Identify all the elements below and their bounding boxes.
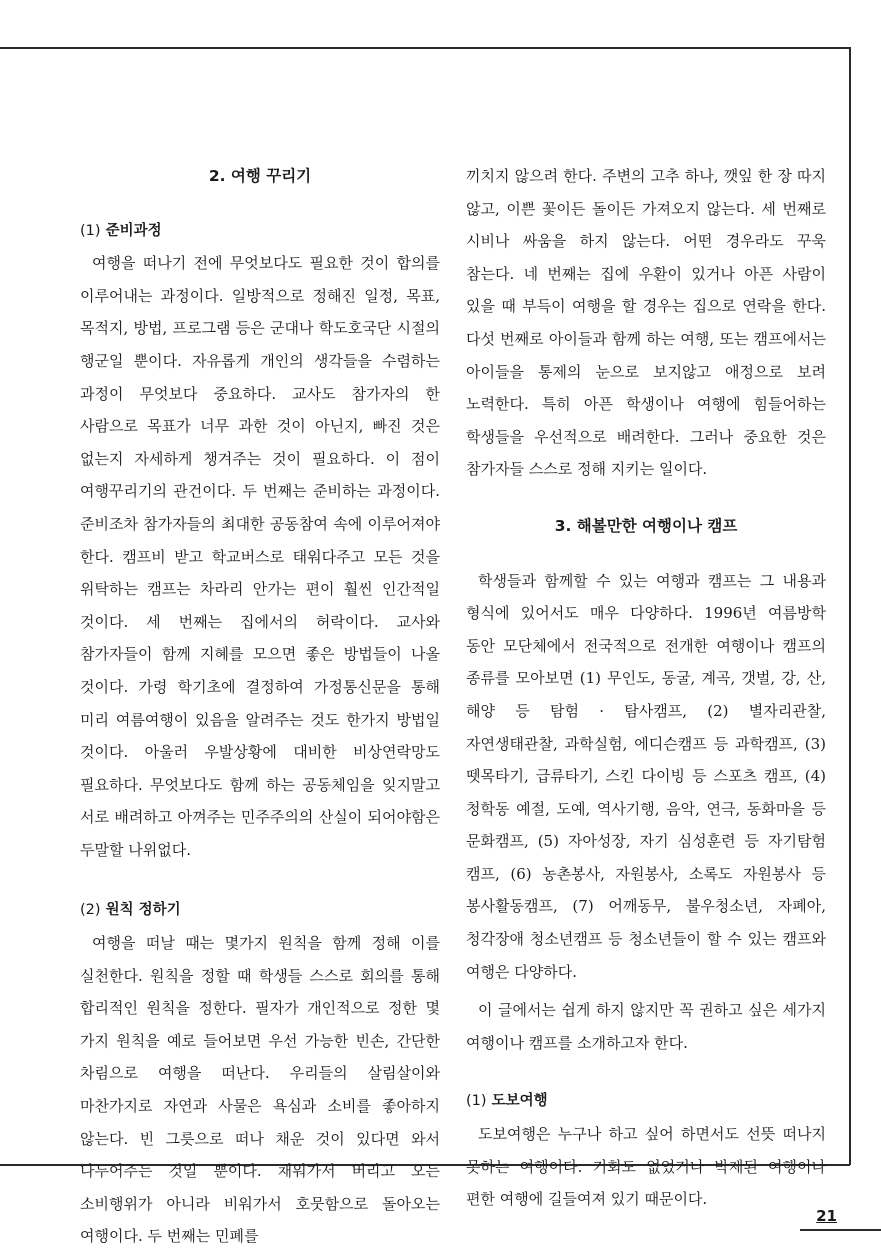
paragraph-walking-trip: 도보여행은 누구나 하고 싶어 하면서도 선뜻 떠나지 못하는 여행이다. 기회도 없었거나 박제된 여행이나 편한 여행에 길들여져 있기 때문이다. [466,1125,826,1209]
subheading-walking-trip [466,1085,826,1118]
paragraph-preparation: 여행을 떠나기 전에 무엇보다도 필요한 것이 합의를 이루어내는 과정이다. 일방적으로 정해진 일정, 목표, 목적지, 방법, 프로그램 등은 군대나 학도호국단 시절의 행군일 뿐이다. 자유롭게 개인의 생각들을 수렴하는 과정이 무엇보다 중요하다. 교사도 참가자의 한 사람으로 목표가 너무 과한 것이 아닌지, 빠진 것은 없는지 자세하게 챙겨주는 것이 필요하다. 이 점이 여행꾸리기의 관건이다. 두 번째는 준비하는 과정이다. 준비조차 참가자들의 최대한 공동참여 속에 이루어져야 한다. 캠프비 받고 학교버스로 태워다주고 모든 것을 위탁하는 캠프는 차라리 안가는 편이 훨씬 인간적일 것이다. 세 번째는 집에서의 허락이다. 교사와 참가자들이 함께 지혜를 모으면 좋은 방법들이 나올 것이다. 가령 학기초에 결정하여 가정통신문을 통해 미리 여름여행이 있음을 알려주는 것도 한가지 방법일 것이다. 아울러 우발상황에 대비한 비상연락망도 필요하다. 무엇보다도 함께 하는 공동체임을 잊지말고 서로 배려하고 아껴주는 민주주의의 산실이 되어야함은 두말할 나위없다. [80,254,440,859]
footer-rule [800,1229,881,1231]
left-column [80,150,440,1253]
section-title-3: 3. 해볼만한 여행이나 캠프 [554,516,738,535]
right-column [466,150,826,1216]
paragraph-continued: 끼치지 않으려 한다. 주변의 고추 하나, 깻잎 한 장 따지 않고, 이쁜 꽃이든 돌이든 가져오지 않는다. 세 번째로 시비나 싸움을 하지 않는다. 어떤 경우라도 꾸욱 참는다. 네 번째는 집에 우환이 있거나 아픈 사람이 있을 때 부득이 여행을 할 경우는 집으로 연락을 한다. 다섯 번째로 아이들과 함께 하는 여행, 또는 캠프에서는 아이들을 통제의 눈으로 보지않고 애정으로 보려 노력한다. 특히 아픈 학생이나 여행에 힘들어하는 학생들을 우선적으로 배려한다. 그러나 중요한 것은 참가자들 스스로 정해 지키는 일이다. [466,167,826,479]
subheading-number: (1) [466,1093,487,1110]
subheading-text: 도보여행 [491,1093,548,1110]
subheading-preparation [80,215,440,248]
section-title-2: 2. 여행 꾸리기 [208,167,312,185]
top-rule [0,47,850,49]
right-frame-rule [849,47,851,1165]
subheading-text: 원칙 정하기 [105,902,181,919]
paragraph-intro: 이 글에서는 쉽게 하지 않지만 꼭 권하고 싶은 세가지 여행이나 캠프를 소개하고자 한다. [466,1001,826,1052]
paragraph-principles: 여행을 떠날 때는 몇가지 원칙을 함께 정해 이를 실천한다. 원칙을 정할 때 학생들 스스로 회의를 통해 합리적인 원칙을 정한다. 필자가 개인적으로 정한 몇 가지 원칙을 예로 들어보면 우선 가능한 빈손, 간단한 차림으로 여행을 떠난다. 우리들의 살림살이와 마찬가지로 자연과 사물은 욕심과 소비를 좋아하지 않는다. 빈 그릇으로 떠나 채운 것이 있다면 와서 나누어주는 것일 뿐이다. 채워가서 버리고 오는 소비행위가 아니라 비워가서 호뭇함으로 돌아오는 여행이다. 두 번째는 민폐를 [80,934,440,1246]
subheading-number: (2) [80,902,101,919]
paragraph-camp-types: 학생들과 함께할 수 있는 여행과 캠프는 그 내용과 형식에 있어서도 매우 다양하다. 1996년 여름방학 동안 모단체에서 전국적으로 전개한 여행이나 캠프의 종류를 모아보면 (1) 무인도, 동굴, 계곡, 갯벌, 강, 산, 해양 등 탐험 · 탐사캠프, (2) 별자리관찰, 자연생태관찰, 과학실험, 에디슨캠프 등 과학캠프, (3) 뗏목타기, 급류타기, 스킨 다이빙 등 스포츠 캠프, (4) 청학동 예절, 도예, 역사기행, 음악, 연극, 동화마을 등 문화캠프, (5) 자아성장, 자기 심성훈련 등 자기탐험 캠프, (6) 농촌봉사, 자원봉사, 소록도 자원봉사 등 봉사활동캠프, (7) 어깨동무, 불우청소년, 자폐아, 청각장애 청소년캠프 등 청소년들이 할 수 있는 캠프와 여행은 다양하다. [466,571,826,981]
subheading-number: (1) [80,222,101,239]
subheading-text: 준비과정 [105,222,162,239]
subheading-principles [80,894,440,927]
page-number: 21 [816,1207,837,1225]
